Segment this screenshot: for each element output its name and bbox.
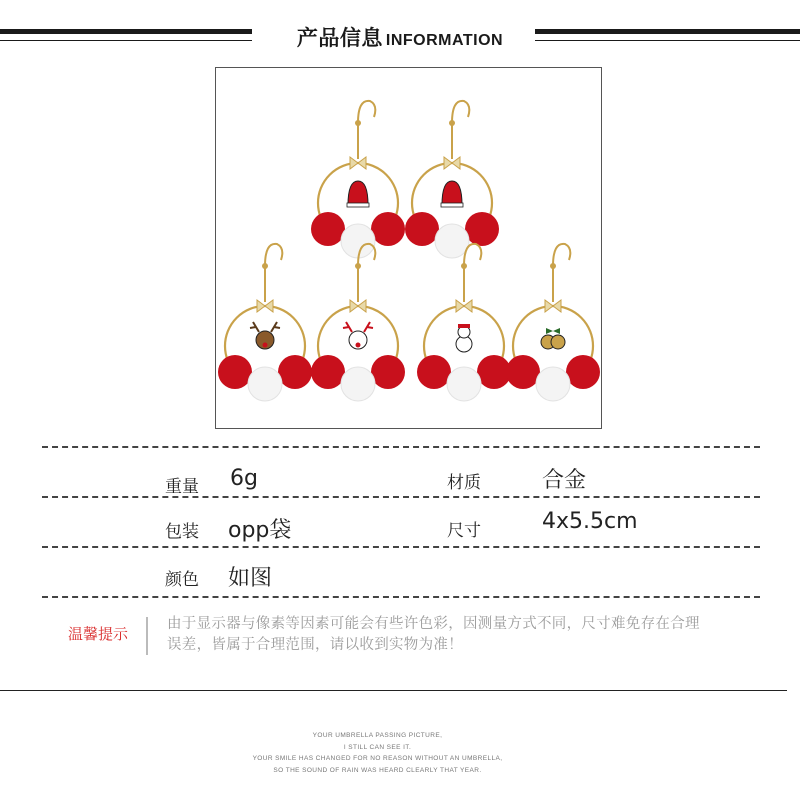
package-label: 包装 bbox=[165, 522, 199, 542]
earring bbox=[311, 244, 405, 401]
divider-4 bbox=[42, 596, 760, 598]
poem-line-3: YOUR SMILE HAS CHANGED FOR NO REASON WITHOUT AN UMBRELLA, bbox=[252, 755, 503, 762]
title-cn: 产品信息 bbox=[296, 26, 383, 50]
earring bbox=[506, 244, 600, 401]
poem-line-1: YOUR UMBRELLA PASSING PICTURE, bbox=[312, 732, 443, 739]
color-label: 颜色 bbox=[165, 570, 199, 590]
poem-line-2: I STILL CAN SEE IT. bbox=[343, 743, 412, 751]
divider-3 bbox=[42, 546, 760, 548]
earrings-illustration bbox=[216, 68, 601, 428]
earring bbox=[311, 101, 405, 258]
earring bbox=[417, 244, 511, 401]
product-image bbox=[215, 67, 602, 429]
divider-1 bbox=[42, 446, 760, 448]
package-value: opp袋 bbox=[228, 518, 292, 543]
title-en: INFORMATION bbox=[385, 32, 504, 49]
size-value: 4x5.5cm bbox=[542, 509, 638, 534]
bottom-divider bbox=[0, 690, 787, 691]
color-value: 如图 bbox=[228, 566, 273, 591]
tip-separator bbox=[146, 617, 148, 655]
tip-line-2: 误差，皆属于合理范围，请以收到实物为准！ bbox=[167, 637, 463, 653]
earring bbox=[405, 101, 499, 258]
tip-text bbox=[167, 614, 767, 656]
page-title bbox=[0, 22, 800, 52]
earring bbox=[218, 244, 312, 401]
material-label: 材质 bbox=[447, 473, 481, 493]
material-value: 合金 bbox=[542, 468, 587, 493]
weight-label: 重量 bbox=[165, 477, 199, 497]
tip-title: 温馨提示 bbox=[68, 625, 129, 643]
tip-line-1: 由于显示器与像素等因素可能会有些许色彩，因测量方式不同，尺寸难免存在合理 bbox=[167, 616, 700, 632]
size-label: 尺寸 bbox=[447, 521, 481, 541]
footer-poem bbox=[0, 730, 755, 776]
weight-value: 6g bbox=[230, 466, 258, 491]
divider-2 bbox=[42, 496, 760, 498]
poem-line-4: SO THE SOUND OF RAIN WAS HEARD CLEARLY THAT YEAR. bbox=[273, 766, 482, 774]
